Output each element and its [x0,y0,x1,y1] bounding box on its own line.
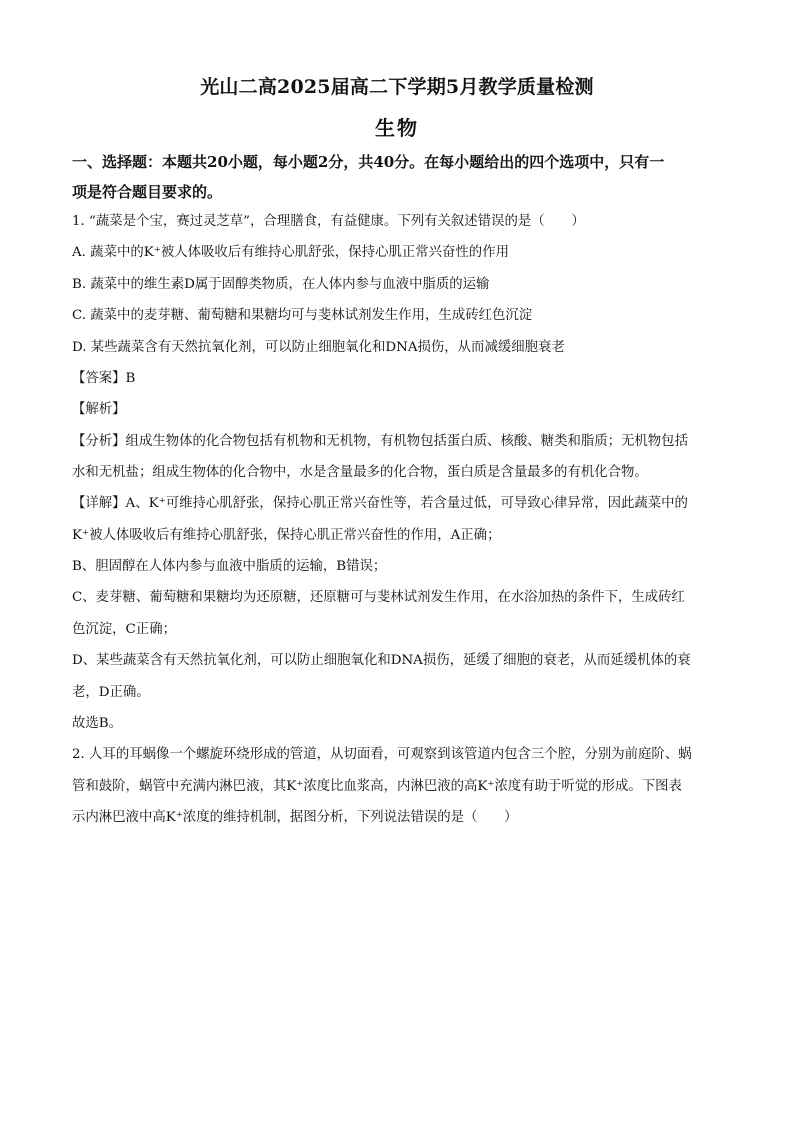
q1-fenxi-line-2: 水和无机盐；组成生物体的化合物中，水是含量最多的化合物，蛋白质是含量最多的有机化合物。 [72,465,648,480]
q2-stem-line-2: 管和鼓阶，蜗管中充满内淋巴液，其K⁺浓度比血浆高，内淋巴液的高K⁺浓度有助于听觉的形成。下图表 [72,779,682,794]
q1-detail-c-line-2: 色沉淀，C正确； [72,622,176,637]
q1-fenxi-line-1: 【分析】组成生物体的化合物包括有机物和无机物，有机物包括蛋白质、核酸、糖类和脂质；无机物包括 [72,434,688,449]
q1-detail-line-1: 【详解】A、K⁺可维持心肌舒张，保持心肌正常兴奋性等，若含量过低，可导致心律异常，因此蔬菜中的 [72,496,688,511]
q1-analysis-label: 【解析】 [72,402,126,417]
q1-conclusion: 故选B。 [72,716,123,731]
q1-detail-b: B、胆固醇在人体内参与血液中脂质的运输，B错误； [72,559,387,574]
q1-option-a: A. 蔬菜中的K⁺被人体吸收后有维持心肌舒张，保持心肌正常兴奋性的作用 [72,245,509,260]
q1-option-c: C. 蔬菜中的麦芽糖、葡萄糖和果糖均可与斐林试剂发生作用，生成砖红色沉淀 [72,308,533,323]
q1-option-b: B. 蔬菜中的维生素D属于固醇类物质，在人体内参与血液中脂质的运输 [72,277,490,292]
exam-title: 光山二高2025届高二下学期5月教学质量检测 [200,76,594,98]
section-heading-line-2: 项是符合题目要求的。 [72,183,223,201]
q1-detail-d-line-2: 老，D正确。 [72,685,150,700]
subject-title: 生物 [375,116,419,140]
q1-stem: 1. “蔬菜是个宝，赛过灵芝草”，合理膳食，有益健康。下列有关叙述错误的是（ ） [72,214,585,229]
q1-detail-d-line-1: D、某些蔬菜含有天然抗氧化剂，可以防止细胞氧化和DNA损伤，延缓了细胞的衰老，从而延缓机体的衰 [72,653,691,668]
q1-detail-c-line-1: C、麦芽糖、葡萄糖和果糖均为还原糖，还原糖可与斐林试剂发生作用，在水浴加热的条件下，生成砖红 [72,590,685,605]
q1-option-d: D. 某些蔬菜含有天然抗氧化剂，可以防止细胞氧化和DNA损伤，从而减缓细胞衰老 [72,340,565,355]
q1-answer: 【答案】B [72,371,136,386]
section-heading-line-1: 一、选择题：本题共20小题，每小题2分，共40分。在每小题给出的四个选项中，只有一 [72,153,665,171]
q2-stem-line-3: 示内淋巴液中高K⁺浓度的维持机制，据图分析，下列说法错误的是（ ） [72,810,518,825]
section-heading [72,147,728,207]
q2-stem-line-1: 2. 人耳的耳蜗像一个螺旋环绕形成的管道，从切面看，可观察到该管道内包含三个腔，分别为前庭阶、蜗 [72,747,692,762]
q1-detail-line-2: K⁺被人体吸收后有维持心肌舒张，保持心肌正常兴奋性的作用，A正确； [72,528,501,543]
